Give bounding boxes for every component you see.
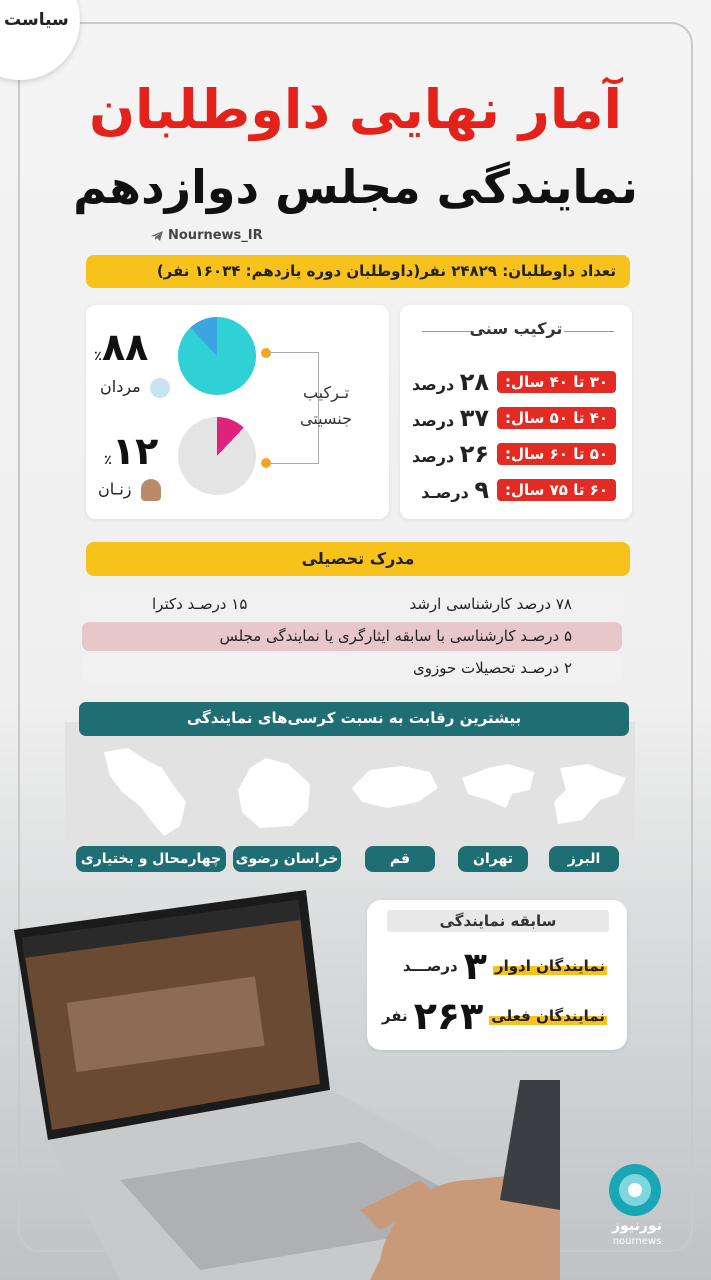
age-range-chip: ۴۰ تا ۵۰ سال: bbox=[497, 407, 616, 429]
age-row bbox=[412, 405, 616, 431]
age-row bbox=[421, 477, 616, 503]
education-row-2 bbox=[82, 622, 622, 651]
province-chip: تهران bbox=[458, 846, 528, 872]
representation-panel bbox=[367, 900, 627, 1050]
current-reps-value: ۲۶۳ bbox=[413, 994, 484, 1038]
education-row-1 bbox=[82, 590, 622, 619]
competition-title: بیشترین رقابت به نسبت کرسی‌های نمایندگی bbox=[186, 709, 522, 727]
khorasan-razavi-map-icon bbox=[236, 756, 316, 830]
education-title: مدرک تحصیلی bbox=[301, 549, 415, 568]
province-chip: چهارمحال و بختیاری bbox=[76, 846, 226, 872]
category-tag: سیاست bbox=[4, 10, 69, 30]
education-phd: ۱۵ درصـد دکترا bbox=[152, 595, 248, 613]
candidates-count-bar bbox=[86, 255, 630, 288]
province-chip: خراسان رضوی bbox=[233, 846, 341, 872]
gender-caption-line2: جنسیتی bbox=[300, 409, 352, 428]
women-pie-chart bbox=[178, 417, 256, 495]
education-title-bar bbox=[86, 542, 630, 576]
age-row bbox=[412, 369, 616, 395]
gender-panel bbox=[86, 305, 389, 519]
former-reps-value: ۳ bbox=[463, 944, 487, 988]
age-title: ترکیب سنی bbox=[469, 319, 563, 338]
men-label bbox=[100, 377, 170, 398]
man-avatar-icon bbox=[150, 378, 170, 398]
representation-title: سابقه نمایندگی bbox=[387, 910, 609, 932]
telegram-icon bbox=[150, 229, 164, 243]
logo-persian: نورنیوز bbox=[612, 1218, 662, 1234]
province-chip: البرز bbox=[549, 846, 619, 872]
social-handle: Nournews_IR bbox=[168, 228, 263, 243]
age-panel bbox=[400, 305, 632, 519]
women-percent bbox=[104, 429, 158, 473]
candidates-count-text: تعداد داوطلبان: ۲۴۸۲۹ نفر(داوطلبان دوره یازدهم: ۱۶۰۳۴ نفر) bbox=[156, 262, 616, 280]
title-line2: نمایندگی مجلس دوازدهم bbox=[73, 160, 638, 214]
women-label-text: زنـان bbox=[98, 479, 132, 499]
men-percent-value: ۸۸ bbox=[101, 325, 149, 369]
education-seminary: ۲ درصـد تحصیلات حوزوی bbox=[412, 659, 572, 677]
gender-caption bbox=[286, 380, 366, 432]
education-bachelors: ۵ درصـد کارشناسی با سابقه ایثارگری یا نمایندگی مجلس bbox=[219, 627, 572, 645]
women-label bbox=[98, 479, 161, 501]
men-percent bbox=[94, 325, 148, 369]
age-row bbox=[412, 441, 616, 467]
current-reps-label: نمایندگان فعلی bbox=[491, 1007, 605, 1025]
education-masters: ۷۸ درصد کارشناسی ارشد bbox=[409, 595, 572, 613]
age-value: ۳۷ درصد bbox=[412, 404, 490, 432]
woman-avatar-icon bbox=[141, 479, 161, 501]
chaharmahal-bakhtiari-map-icon bbox=[100, 746, 192, 838]
current-reps-unit: نفر bbox=[381, 1007, 408, 1025]
women-percent-sign: ٪ bbox=[104, 453, 112, 468]
former-reps-unit: درصـــد bbox=[402, 957, 458, 975]
age-range-chip: ۶۰ تا ۷۵ سال: bbox=[497, 479, 616, 501]
competition-title-bar bbox=[79, 702, 629, 736]
former-reps-label: نمایندگان ادوار bbox=[494, 957, 605, 975]
representation-row-2 bbox=[382, 994, 607, 1038]
province-chip: قم bbox=[365, 846, 435, 872]
men-label-text: مردان bbox=[100, 377, 141, 396]
title-line1: آمار نهایی داوطلبان bbox=[88, 78, 623, 141]
representation-row-1 bbox=[403, 944, 607, 988]
age-range-chip: ۳۰ تا ۴۰ سال: bbox=[497, 371, 616, 393]
qom-map-icon bbox=[348, 762, 442, 812]
gender-caption-line1: تـرکیب bbox=[302, 383, 350, 402]
women-percent-value: ۱۲ bbox=[111, 429, 159, 473]
age-value: ۲۶ درصد bbox=[412, 440, 490, 468]
education-row-3 bbox=[82, 654, 622, 683]
logo-english: nournews bbox=[612, 1236, 662, 1247]
age-value: ۹ درصـد bbox=[421, 476, 490, 504]
men-pie-chart bbox=[178, 317, 256, 395]
men-percent-sign: ٪ bbox=[94, 349, 102, 364]
age-range-chip: ۵۰ تا ۶۰ سال: bbox=[497, 443, 616, 465]
age-value: ۲۸ درصد bbox=[412, 368, 490, 396]
tehran-map-icon bbox=[458, 760, 540, 812]
alborz-map-icon bbox=[548, 760, 630, 828]
